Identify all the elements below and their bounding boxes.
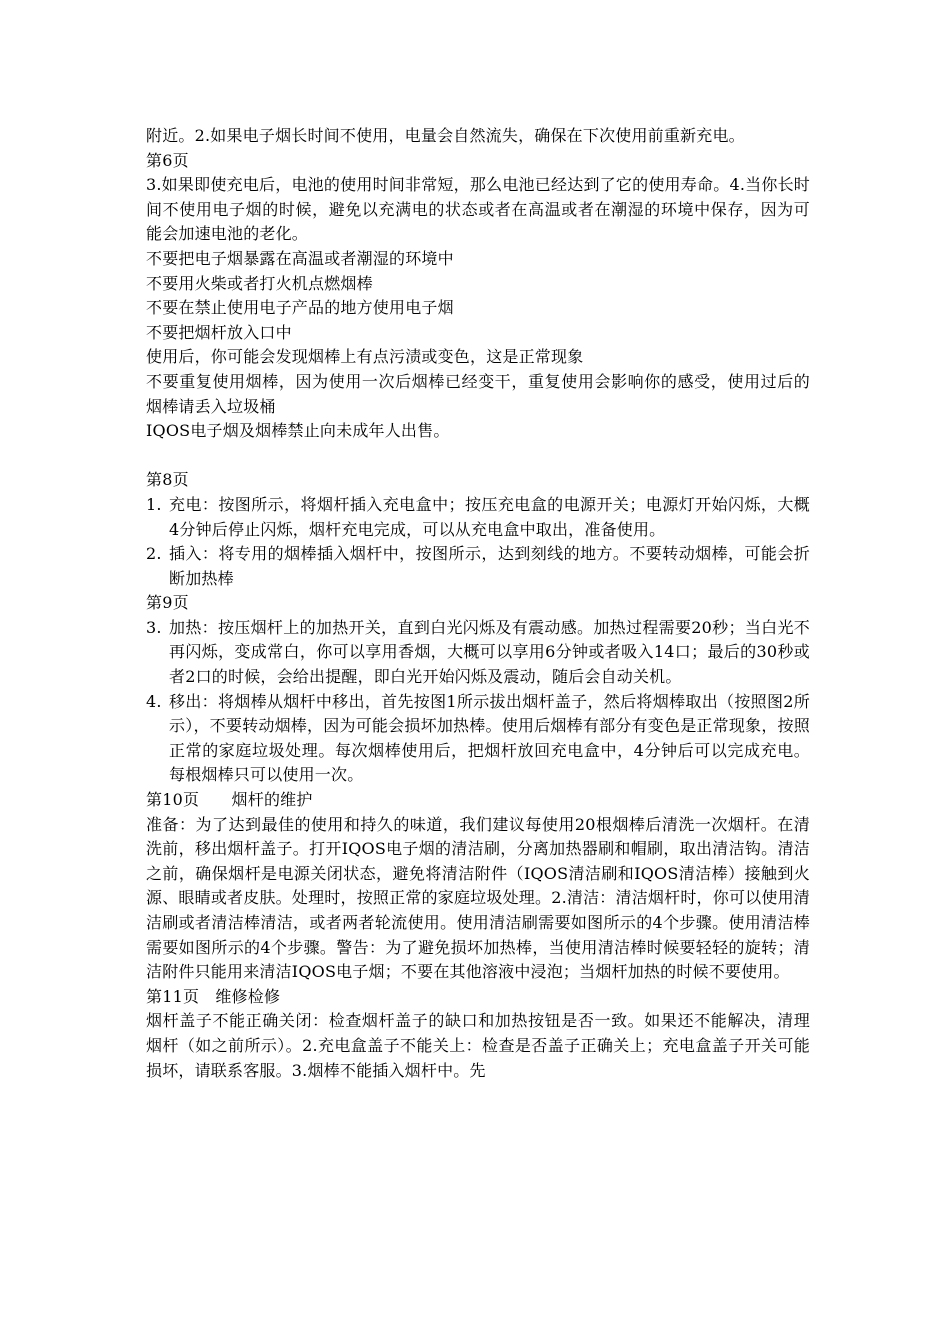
page-10-heading: 第10页 烟杆的维护 [146,790,313,810]
list-text: 插入：将专用的烟棒插入烟杆中，按图所示，达到刻线的地方。不要转动烟棒，可能会折断加热棒 [169,544,810,588]
warning-line: 不要把电子烟暴露在高温或者潮湿的环境中 [146,248,454,268]
troubleshooting-paragraph: 烟杆盖子不能正确关闭：检查烟杆盖子的缺口和加热按钮是否一致。如果还不能解决，清理烟杆（如之前所示）。2.充电盒盖子不能关上：检查是否盖子正确关上；充电盒盖子开关可能损坏，请联系客服。3.烟棒不能插入烟杆中。先 [146,1011,810,1080]
page-8-heading: 第8页 [146,470,189,490]
warning-line: 不要把烟杆放入口中 [146,322,292,342]
list-number: 1. [146,494,162,514]
list-item [146,690,810,788]
list-number: 4. [146,691,162,711]
list-number: 2. [146,544,162,564]
page-marker: 第6页 [146,150,189,170]
page-9-heading: 第9页 [146,593,189,613]
paragraph: 附近。2.如果电子烟长时间不使用，电量会自然流失，确保在下次使用前重新充电。 [146,126,745,145]
list-number: 3. [146,617,162,637]
maintenance-paragraph: 准备：为了达到最佳的使用和持久的味道，我们建议每使用20根烟棒后清洗一次烟杆。在清洗前，移出烟杆盖子。打开IQOS电子烟的清洁刷，分离加热器刷和帽刷，取出清洁钩。清洁之前，确保烟杆是电源关闭状态，避免将清洁附件（IQOS清洁刷和IQOS清洁棒）接触到火源、眼睛或者皮肤。处理时，按照正常的家庭垃圾处理。2.清洁：清洁烟杆时，你可以使用清洁刷或者清洁棒清洁，或者两者轮流使用。使用清洁刷需要如图所示的4个步骤。使用清洁棒需要如图所示的4个步骤。警告：为了避免损坏加热棒，当使用清洁棒时候要轻轻的旋转；清洁附件只能用来清洁IQOS电子烟；不要在其他溶液中浸泡；当烟杆加热的时候不要使用。 [146,814,810,982]
list-item [146,616,810,690]
blank-line [146,444,810,469]
list-text: 充电：按图所示，将烟杆插入充电盒中；按压充电盒的电源开关；电源灯开始闪烁，大概4分钟后停止闪烁，烟杆充电完成，可以从充电盒中取出，准备使用。 [169,494,810,539]
document-page [146,124,810,1083]
warning-line: 使用后，你可能会发现烟棒上有点污渍或变色，这是正常现象 [146,347,584,367]
list-text: 加热：按压烟杆上的加热开关，直到白光闪烁及有震动感。加热过程需要20秒；当白光不再闪烁，变成常白，你可以享用香烟，大概可以享用6分钟或者吸入14口；最后的30秒或者2口的时候，会给出提醒，即白光开始闪烁及震动，随后会自动关机。 [169,617,810,687]
warning-line: 不要重复使用烟棒，因为使用一次后烟棒已经变干，重复使用会影响你的感受，使用过后的烟棒请丢入垃圾桶 [146,371,810,416]
list-text: 移出：将烟棒从烟杆中移出，首先按图1所示拔出烟杆盖子，然后将烟棒取出（按照图2所示），不要转动烟棒，因为可能会损坏加热棒。使用后烟棒有部分有变色是正常现象，按照正常的家庭垃圾处理。每次烟棒使用后，把烟杆放回充电盒中，4分钟后可以完成充电。每根烟棒只可以使用一次。 [169,691,810,785]
paragraph: 3.如果即使充电后，电池的使用时间非常短，那么电池已经达到了它的使用寿命。4.当你长时间不使用电子烟的时候，避免以充满电的状态或者在高温或者在潮湿的环境中保存，因为可能会加速电池的老化。 [146,175,810,244]
warning-line: 不要用火柴或者打火机点燃烟棒 [146,273,373,293]
list-item [146,542,810,591]
age-restriction-notice: IQOS电子烟及烟棒禁止向未成年人出售。 [146,421,450,441]
warning-line: 不要在禁止使用电子产品的地方使用电子烟 [146,298,454,318]
page-11-heading: 第11页 维修检修 [146,986,281,1006]
list-item [146,493,810,542]
